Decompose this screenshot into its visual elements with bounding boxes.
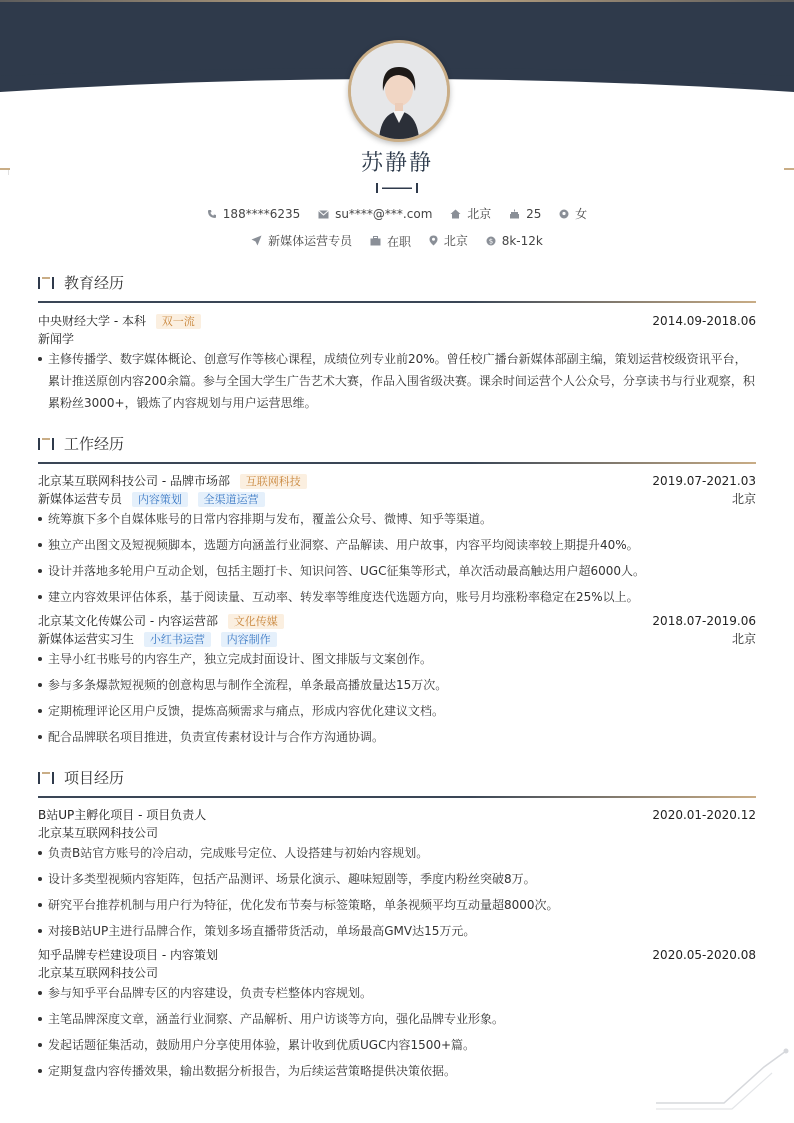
work-bullet: 配合品牌联名项目推进，负责宣传素材设计与合作方沟通协调。: [38, 726, 756, 748]
section-title-text: 项目经历: [64, 769, 125, 787]
email-item: [318, 207, 432, 221]
project-bullet: 定期复盘内容传播效果，输出数据分析报告，为后续运营策略提供决策依据。: [38, 1060, 756, 1082]
work-date: 2018.07-2019.06: [652, 614, 756, 628]
person-name: 苏静静: [360, 151, 433, 176]
project-company: 北京某互联网科技公司: [38, 966, 159, 980]
location-text: 北京: [443, 234, 468, 248]
position-text: 新媒体运营专员: [268, 234, 353, 248]
work-section-title: [38, 433, 124, 454]
email-text: su****@***.com: [335, 207, 433, 221]
position-item: [251, 232, 352, 249]
work-location: 北京: [731, 492, 756, 506]
location-item: [429, 232, 468, 249]
cake-icon: [509, 209, 520, 219]
project-2-header: [38, 946, 756, 964]
project-bullet: 对接B站UP主进行品牌合作，策划多场直播带货活动，单场最高GMV达15万元。: [38, 920, 756, 942]
money-icon: [486, 236, 496, 246]
education-date: 2014.09-2018.06: [652, 314, 756, 328]
gender-icon: [559, 209, 569, 219]
education-description: 主修传播学、数字媒体概论、创意写作等核心课程，成绩位列专业前20%。曾任校广播台新媒体部副主编，策划运营校级资讯平台，累计推送原创内容200余篇。参与全国大学生广告艺术大赛，作品入围省级决赛。课余时间运营个人公众号，分享读书与行业观察，积累粉丝3000+，锻炼了内容规划与用户运营思维。: [38, 348, 756, 414]
education-header: [38, 312, 756, 330]
section-divider: [38, 796, 756, 798]
city-item: [450, 205, 491, 222]
skill-tag: 内容策划: [132, 492, 188, 507]
salary-text: 8k-12k: [501, 234, 543, 248]
school-tag: 双一流: [156, 314, 201, 329]
work-date: 2019.07-2021.03: [652, 474, 756, 488]
project-bullet: 主笔品牌深度文章，涵盖行业洞察、产品解析、用户访谈等方向，强化品牌专业形象。: [38, 1008, 756, 1030]
corner-ornament: [654, 1043, 794, 1123]
work-1-header: [38, 472, 756, 490]
job-role: 新媒体运营专员: [38, 492, 123, 506]
work-1-role-row: [38, 490, 756, 508]
skill-tag: 小红书运营: [144, 632, 211, 647]
education-section-title: [38, 272, 124, 293]
section-marker-icon: [38, 436, 56, 452]
company-name: 北京某文化传媒公司 - 内容运营部: [38, 614, 218, 628]
age-item: [509, 207, 541, 221]
project-company: 北京某互联网科技公司: [38, 826, 159, 840]
work-location: 北京: [731, 632, 756, 646]
job-intent-row: [0, 232, 794, 250]
major-name: 新闻学: [38, 332, 75, 346]
section-divider: [38, 462, 756, 464]
project-bullet: 设计多类型视频内容矩阵，包括产品测评、场景化演示、趣味短剧等，季度内粉丝突破8万。: [38, 868, 756, 890]
industry-tag: 互联网科技: [240, 474, 307, 489]
project-name: B站UP主孵化项目 - 项目负责人: [38, 808, 207, 822]
salary-item: [486, 234, 543, 248]
location-pin-icon: [429, 235, 438, 246]
age-text: 25: [526, 206, 542, 221]
work-2-header: [38, 612, 756, 630]
company-name: 北京某互联网科技公司 - 品牌市场部: [38, 474, 230, 488]
work-bullet: 定期梳理评论区用户反馈，提炼高频需求与痛点，形成内容优化建议文档。: [38, 700, 756, 722]
project-bullet: 负责B站官方账号的冷启动，完成账号定位、人设搭建与初始内容规划。: [38, 842, 756, 864]
project-1-header: [38, 806, 756, 824]
education-major-row: [38, 330, 756, 348]
project-date: 2020.05-2020.08: [652, 948, 756, 962]
profile-photo: [348, 40, 450, 142]
section-divider: [38, 301, 756, 303]
name-divider-ornament: [376, 183, 418, 193]
project-bullet: 发起话题征集活动，鼓励用户分享使用体验，累计收到优质UGC内容1500+篇。: [38, 1034, 756, 1056]
briefcase-icon: [370, 236, 381, 246]
project-2-company-row: [38, 964, 756, 982]
contact-row: [0, 205, 794, 222]
work-bullet: 统筹旗下多个自媒体账号的日常内容排期与发布，覆盖公众号、微博、知乎等渠道。: [38, 508, 756, 530]
gender-item: [559, 205, 587, 222]
projects-section-title: [38, 767, 124, 788]
status-item: [370, 233, 411, 250]
skill-tag: 内容制作: [221, 632, 277, 647]
work-bullet: 建立内容效果评估体系，基于阅读量、互动率、转发率等维度迭代选题方向，账号月均涨粉率稳定在25%以上。: [38, 586, 756, 608]
project-bullet: 研究平台推荐机制与用户行为特征，优化发布节奏与标签策略，单条视频平均互动量超8000次。: [38, 894, 756, 916]
work-bullet: 独立产出图文及短视频脚本，选题方向涵盖行业洞察、产品解读、用户故事，内容平均阅读率较上期提升40%。: [38, 534, 756, 556]
section-marker-icon: [38, 275, 56, 291]
section-marker-icon: [38, 770, 56, 786]
email-icon: [318, 210, 329, 219]
send-icon: [251, 235, 262, 246]
skill-tag: 全渠道运营: [198, 492, 265, 507]
phone-item: [207, 207, 300, 221]
project-date: 2020.01-2020.12: [652, 808, 756, 822]
phone-icon: [207, 209, 217, 219]
project-bullet: 参与知乎平台品牌专区的内容建设，负责专栏整体内容规划。: [38, 982, 756, 1004]
section-title-text: 工作经历: [64, 435, 125, 453]
work-bullet: 设计并落地多轮用户互动企划，包括主题打卡、知识问答、UGC征集等形式，单次活动最高触达用户超6000人。: [38, 560, 756, 582]
phone-text: 188****6235: [222, 206, 301, 221]
job-role: 新媒体运营实习生: [38, 632, 135, 646]
avatar-illustration: [351, 43, 447, 139]
svg-text:$: $: [488, 237, 493, 246]
home-icon: [450, 209, 461, 219]
project-1-company-row: [38, 824, 756, 842]
status-text: 在职: [387, 234, 412, 249]
project-name: 知乎品牌专栏建设项目 - 内容策划: [38, 948, 218, 962]
work-bullet: 参与多条爆款短视频的创意构思与制作全流程，单条最高播放量达15万次。: [38, 674, 756, 696]
city-text: 北京: [467, 207, 492, 221]
school-name: 中央财经大学 - 本科: [38, 314, 146, 328]
industry-tag: 文化传媒: [228, 614, 284, 629]
section-title-text: 教育经历: [64, 274, 125, 292]
work-2-role-row: [38, 630, 756, 648]
gender-text: 女: [575, 207, 588, 221]
work-bullet: 主导小红书账号的内容生产，独立完成封面设计、图文排版与文案创作。: [38, 648, 756, 670]
